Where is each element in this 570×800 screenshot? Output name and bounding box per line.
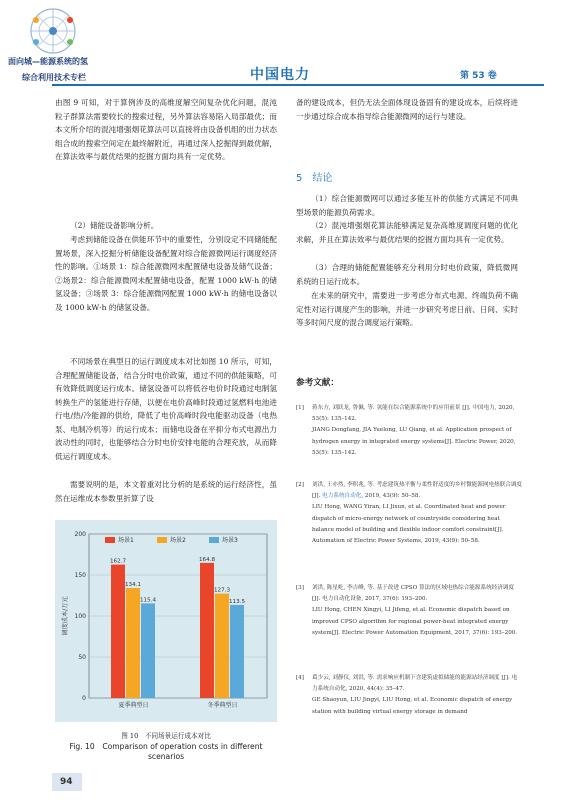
energy-network-logo-icon bbox=[18, 6, 88, 56]
x-tick-label: 冬季典型日 bbox=[207, 702, 238, 709]
reference-link[interactable]: 电力系统自动化 bbox=[322, 493, 362, 500]
reference-en: JIANG Dongfang, JIA Yuelong, LU Qiang, et al. Application prospect of hydrogen energy in integrated energy systems[J]. Electric Power, 2020, 53(5): 135–142. bbox=[312, 427, 516, 456]
conclusion-item: （1）综合能源微网可以通过多能互补的供能方式满足不同典型场景的能源负荷需求。 bbox=[296, 194, 518, 217]
legend-label: 场景2 bbox=[170, 537, 186, 544]
bar bbox=[111, 565, 125, 698]
reference-number: [3] bbox=[296, 585, 304, 591]
conclusion-item: （2）混沌增强烟花算法能够满足复杂高维度调度问题的优化求解，并且在算法效率与最优结果的挖掘方面均具有一定优势。 bbox=[296, 221, 518, 244]
reference-cn: 蒋东方, 刘跃龙, 鲁佩, 等. 氢能在综合能源系统中的应用前景 [J]. 中国电力, 2020, 53(5): 135–142. bbox=[312, 405, 515, 423]
bar bbox=[215, 594, 229, 698]
operation-cost-bar-chart bbox=[55, 520, 277, 722]
data-label: 127.3 bbox=[213, 587, 231, 594]
data-label: 162.7 bbox=[109, 558, 127, 565]
badge-title-line1: 面向城—能源系统的氢 bbox=[8, 57, 88, 66]
y-tick-label: 150 bbox=[74, 572, 86, 580]
journal-title: 中国电力 bbox=[250, 67, 310, 83]
y-tick-label: 100 bbox=[74, 613, 86, 621]
y-tick-label: 0 bbox=[82, 695, 86, 703]
page-number: 94 bbox=[60, 777, 73, 787]
y-tick-label: 200 bbox=[74, 531, 86, 539]
body-paragraph: 考虑到储能设备在供能环节中的重要性，分别设定不同储能配置场景，深入挖掘分析储能设备配置对综合能源微网运行调度经济性的影响。①场景 1：综合能源微网未配置储电设备及储气设备；②场景2：综合能源微网未配置储电设备，配置 1000 kW·h 的储氢设备；③场景 3：综合能源微网配置 1000 kW·h 的储电设备以及 1000 kW·h 的储氢设备。 bbox=[55, 235, 277, 312]
bar bbox=[230, 605, 244, 698]
bar bbox=[141, 603, 155, 698]
bar bbox=[126, 588, 140, 698]
reference-number: [1] bbox=[296, 405, 304, 411]
conclusion-item: （3）合理的储能配置能够充分利用分时电价政策，降低微网系统的日运行成本。 bbox=[296, 263, 518, 286]
bar bbox=[200, 563, 214, 698]
x-tick-label: 夏季典型日 bbox=[118, 702, 149, 709]
figure-caption-cn: 图 10 不同场景运行成本对比 bbox=[121, 732, 211, 740]
references-title: 参考文献： bbox=[296, 378, 339, 388]
legend-swatch bbox=[105, 537, 115, 543]
reference-number: [4] bbox=[296, 675, 304, 681]
y-axis-label: 调度成本/万元 bbox=[62, 596, 69, 636]
body-paragraph: 备的建设成本，但仍无法全面体现设备固有的建设成本，后续将进一步通过综合成本指导综合能源微网的运行与建设。 bbox=[296, 98, 518, 121]
figure-caption-en: Fig. 10 Comparison of operation costs in different scenarios bbox=[69, 742, 263, 761]
reference-cn: 刘洪, 陈星屹, 李吉峰, 等. 基于改进 CPSO 算法的区域电热综合能源系统经济调度 [J]. 电力自动化设备, 2017, 37(6): 193–200. bbox=[312, 585, 515, 603]
y-tick-label: 50 bbox=[78, 654, 86, 662]
reference-en: LIU Hong, WANG Yiran, LI Jixun, et al. Coordinated heat and power dispatch of micro-energy network of countryside considering heat balance model of building and flexible indoor comfort constraint[J]. Automation of Electric Power Systems, 2019, 43(9): 50–58. bbox=[312, 504, 506, 545]
reference-cn: 葛少云, 刘静仪, 刘洪, 等. 需求响应机制下含建筑虚拟储能的能源站经济调度 [J]. 电力系统自动化, 2020, 44(4): 35–47. bbox=[312, 675, 518, 693]
data-label: 115.4 bbox=[139, 597, 157, 604]
body-paragraph: 由图 9 可知，对于算例涉及的高维度解空间复杂优化问题，混沌粒子群算法需要较长的搜索过程，另外算法容易陷入局部最优；而本文所介绍的混沌增强烟花算法可以直接将由设备机组的出力状态组合成的搜索空间定在最终解附近，再通过深入挖掘得到最优解，在算法效率与最优结果的挖掘方面均具有一定优势。 bbox=[55, 98, 277, 161]
legend-label: 场景3 bbox=[222, 537, 238, 544]
body-paragraph: 在未来的研究中，需要进一步考虑分布式电源、终端负荷不确定性对运行调度产生的影响，并进一步研究考虑日前、日间、实时等多时间尺度的混合调度运行策略。 bbox=[296, 291, 518, 327]
page-header bbox=[0, 0, 570, 90]
legend-swatch bbox=[209, 537, 219, 543]
subsection-heading: （2）储能设备影响分析。 bbox=[70, 221, 159, 230]
header-rule bbox=[52, 84, 544, 86]
data-label: 113.5 bbox=[228, 598, 246, 605]
badge-title-line2: 综合利用技术专栏 bbox=[22, 73, 86, 82]
legend-label: 场景1 bbox=[118, 537, 134, 544]
reference-en: LIU Hong, CHEN Xingyi, LI Jifeng, et al. Economic dispatch based on improved CPSO algorithm for regional power-heat integrated energy system[J]. Electric Power Automation Equipment, 2017, 37(6): 193–200. bbox=[312, 607, 518, 636]
reference-item: [2] 刘洪, 王亦然, 李积兆, 等. 考虑建筑热平衡与柔性舒适度的乡村微能源网电热联合调度 [J]. 电力系统自动化, 2019, 43(9): 50–58. LIU Hong, WANG Yiran, LI Jixun, et al. Coordinated heat and power dispatch of micro-energy network of countryside considering heat balance model of building and flexible indoor comfort constraint[J]. Automation of Electric Power Systems, 2019, 43(9): 50–58. bbox=[296, 482, 523, 545]
reference-en: GE Shaoyun, LIU Jingyi, LIU Hong, et al. Economic dispatch of energy station with building virtual energy storage in demand bbox=[312, 697, 513, 715]
section-title: 5 结论 bbox=[296, 173, 333, 184]
body-paragraph: 不同场景在典型日的运行调度成本对比如图 10 所示，可知，合理配置储能设备，结合分时电价政策，通过不同的供能策略，可有效降低调度运行成本。储氢设备可以将低谷电价时段通过电制氢转换生产的氢能进行存储，以便在电价高峰时段通过氢燃料电池进行电/热/冷能源的供给，降低了电价高峰时段电能驱动设备（电热泵、电制冷机等）的运行成本；而储电设备在平抑分布式电源出力波动性的同时，也能够结合分时电价安排电能的合理充放，从而降低运行调度成本。 bbox=[55, 357, 277, 461]
reference-item bbox=[296, 403, 522, 459]
legend-swatch bbox=[157, 537, 167, 543]
data-label: 134.1 bbox=[124, 582, 142, 589]
volume-label: 第 53 卷 bbox=[460, 71, 497, 81]
reference-cn: 刘洪, 王亦然, 李积兆, 等. 考虑建筑热平衡与柔性舒适度的乡村微能源网电热联合调度 [J]. bbox=[312, 482, 523, 500]
data-label: 164.8 bbox=[198, 556, 216, 563]
reference-number: [2] bbox=[296, 482, 304, 488]
body-paragraph: 需要说明的是，本文着重对比分析的是系统的运行经济性，虽然在运维成本参数里折算了设 bbox=[55, 480, 277, 503]
reference-item bbox=[296, 673, 522, 718]
reference-item bbox=[296, 583, 522, 639]
column-badge bbox=[8, 6, 120, 82]
